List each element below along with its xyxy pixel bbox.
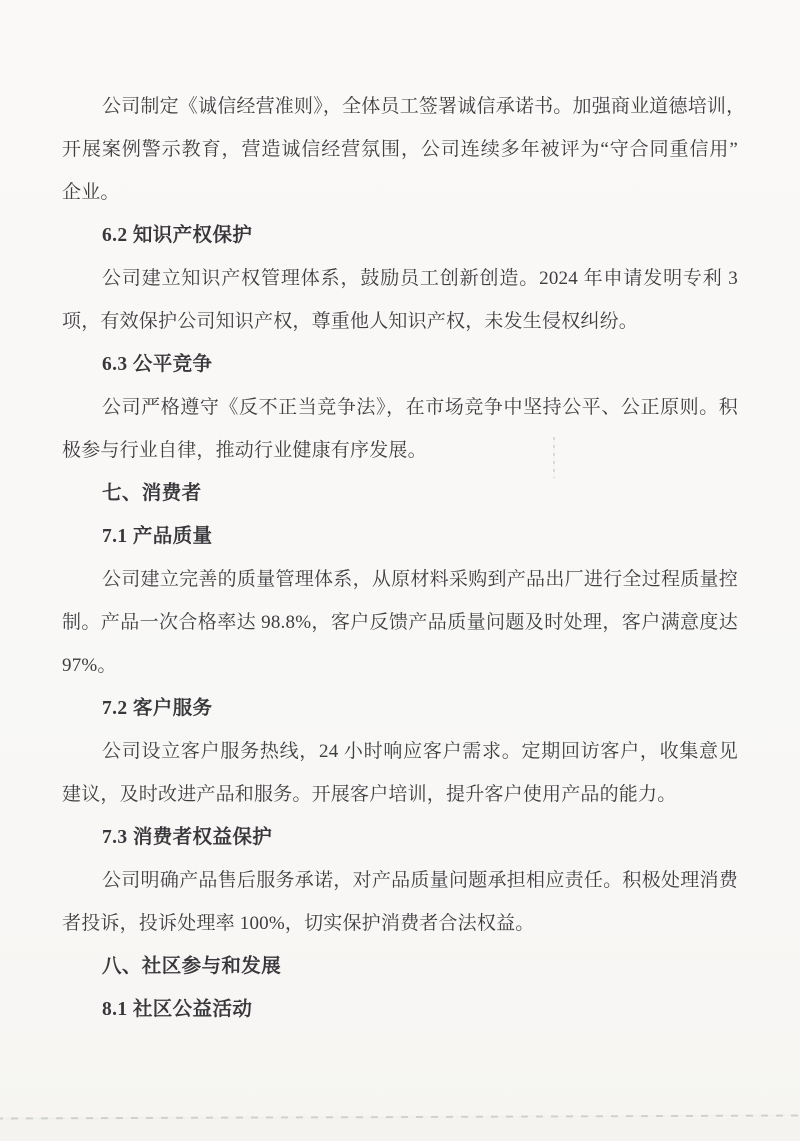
paragraph-line: 公司明确产品售后服务承诺，对产品质量问题承担相应责任。积极处理消费 [102,870,738,891]
paragraph-line: 制。产品一次合格率达 98.8%，客户反馈产品质量问题及时处理，客户满意度达 [62,612,738,633]
paragraph [62,386,738,472]
paragraph [62,85,746,214]
section-heading-8-1: 8.1 社区公益活动 [102,999,253,1020]
paragraph-line: 开展案例警示教育，营造诚信经营氛围，公司连续多年被评为“守合同重信用” [62,139,738,160]
scan-artifact-vertical-mark [553,437,555,478]
paragraph-line: 者投诉，投诉处理率 100%，切实保护消费者合法权益。 [62,913,535,934]
paragraph-line: 公司建立知识产权管理体系，鼓励员工创新创造。2024 年申请发明专利 3 [102,268,738,289]
scan-paper-bottom-strip [0,1118,800,1141]
paragraph [62,257,738,343]
document-body [62,85,746,1031]
paragraph-line: 建议，及时改进产品和服务。开展客户培训，提升客户使用产品的能力。 [62,784,677,805]
paragraph-line: 公司建立完善的质量管理体系，从原材料采购到产品出厂进行全过程质量控 [102,569,738,590]
chapter-heading-8: 八、社区参与和发展 [102,956,282,977]
paragraph [62,859,738,945]
paragraph-line: 公司制定《诚信经营准则》，全体员工签署诚信承诺书。加强商业道德培训， [102,96,746,117]
paragraph-line: 97%。 [62,655,117,676]
paragraph-line: 项，有效保护公司知识产权，尊重他人知识产权，未发生侵权纠纷。 [62,311,639,332]
paragraph-line: 公司设立客户服务热线，24 小时响应客户需求。定期回访客户，收集意见 [102,741,738,762]
section-heading-7-2: 7.2 客户服务 [102,698,213,719]
paragraph [62,558,738,687]
paragraph-line: 极参与行业自律，推动行业健康有序发展。 [62,440,427,461]
section-heading-7-1: 7.1 产品质量 [102,526,213,547]
paragraph-line: 公司严格遵守《反不正当竞争法》，在市场竞争中坚持公平、公正原则。积 [102,397,738,418]
section-heading-6-2: 6.2 知识产权保护 [102,225,253,246]
section-heading-6-3: 6.3 公平竞争 [102,354,213,375]
paragraph [62,730,738,816]
paragraph-line: 企业。 [62,182,120,203]
section-heading-7-3: 7.3 消费者权益保护 [102,827,273,848]
chapter-heading-7: 七、消费者 [102,483,202,504]
